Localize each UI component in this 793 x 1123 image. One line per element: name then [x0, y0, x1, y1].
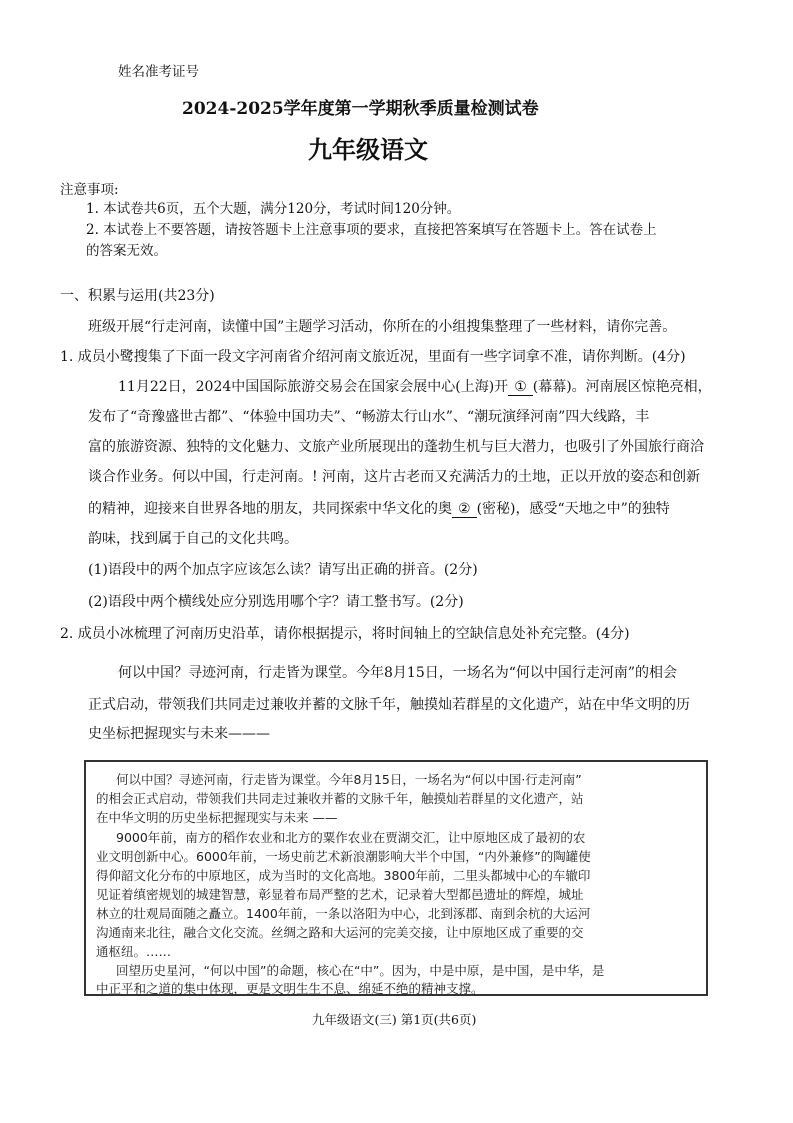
question-1-passage-line — [118, 376, 712, 396]
notes-item-2-line-1: 2. 本试卷上不要答题，请按答题卡上注意事项的要求，直接把答案填写在答题卡上。答在试卷上 — [86, 222, 657, 238]
question-1-stem: 1. 成员小鹭搜集了下面一段文字河南省介绍河南文旅近况，里面有一些字词拿不准，请你判断。(4分) — [60, 349, 686, 365]
section-heading: 一、积累与运用(共23分) — [60, 288, 215, 304]
excerpt-line: 业文明创新中心。6000年前，一场史前艺术新浪潮影响大半个中国，“内外兼修”的陶罐使 — [96, 849, 591, 864]
subject-title: 九年级语文 — [308, 135, 428, 164]
question-2-passage-line: 何以中国？寻迹河南，行走皆为课堂。今年8月15日，一场名为“何以中国行走河南”的相会 — [118, 665, 678, 681]
excerpt-line: 在中华文明的历史坐标把握现实与未来 —— — [96, 810, 338, 825]
page-footer: 九年级语文(三) 第1页(共6页) — [312, 1012, 477, 1027]
excerpt-line: 中正平和之道的集中体现，更是文明生生不息、绵延不绝的精神支撑。 — [96, 981, 484, 996]
question-1-passage-line: 韵味，找到属于自己的文化共鸣。 — [88, 531, 298, 547]
question-2-passage-line: 正式启动，带领我们共同走过兼收并蓄的文脉千年，触摸灿若群星的文化遗产，站在中华文明的历 — [88, 697, 690, 713]
candidate-info: 姓名准考证号 — [118, 64, 199, 80]
question-1-sub-1: (1)语段中的两个加点字应该怎么读？请写出正确的拼音。(2分) — [88, 562, 478, 578]
scanned-excerpt-box — [84, 760, 708, 996]
notes-item-2-line-2: 的答案无效。 — [86, 243, 167, 259]
excerpt-line: 回望历史星河，“何以中国”的命题，核心在“中”。因为，中是中原，是中国，是中华，是 — [116, 963, 605, 978]
question-1-passage-line: 富的旅游资源、独特的文化魅力、文旅产业所展现出的蓬勃生机与巨大潜力，也吸引了外国旅行商洽 — [88, 439, 704, 455]
question-1-sub-2: (2)语段中两个横线处应分别选用哪个字？请工整书写。(2分) — [88, 594, 464, 610]
notes-item-1: 1. 本试卷共6页，五个大题，满分120分，考试时间120分钟。 — [86, 201, 461, 217]
excerpt-line: 何以中国？寻迹河南，行走皆为课堂。今年8月15日，一场名为“何以中国·行走河南” — [116, 772, 582, 787]
passage-text: (幕幕)。河南展区惊艳亮相， — [532, 379, 712, 395]
question-1-passage-line: 谈合作业务。何以中国，行走河南。! 河南，这片古老而又充满活力的土地，正以开放的姿态和创新 — [88, 469, 701, 485]
excerpt-line: 得仰韶文化分布的中原地区，成为当时的文化高地。3800年前，二里头都城中心的车辙印 — [96, 868, 591, 883]
excerpt-line: 见证着缜密规划的城建智慧，彰显着布局严整的艺术，记录着大型都邑遗址的辉煌，城址 — [96, 887, 584, 902]
question-1-passage-line — [88, 498, 670, 518]
exam-title: 2024-2025学年度第一学期秋季质量检测试卷 — [182, 99, 539, 119]
excerpt-line: 沟通南来北往，融合文化交流。丝绸之路和大运河的完美交接，让中原地区成了重要的交 — [96, 925, 584, 940]
excerpt-line: 林立的壮观局面随之矗立。1400年前，一条以洛阳为中心，北到涿郡、南到余杭的大运河 — [96, 906, 591, 921]
passage-text: (密秘)，感受“天地之中”的独特 — [476, 501, 670, 517]
question-2-stem: 2. 成员小冰梳理了河南历史沿革，请你根据提示，将时间轴上的空缺信息处补充完整。(4分) — [60, 626, 630, 642]
excerpt-line: 9000年前，南方的稻作农业和北方的粟作农业在贾湖交汇，让中原地区成了最初的农 — [116, 830, 586, 845]
section-intro: 班级开展“行走河南，读懂中国”主题学习活动，你所在的小组搜集整理了一些材料，请你完善。 — [88, 319, 677, 335]
blank-2: ② — [452, 501, 477, 518]
passage-text: 的精神，迎接来自世界各地的朋友，共同探索中华文化的奥 — [88, 501, 452, 517]
blank-1: ① — [508, 379, 533, 396]
question-2-passage-line: 史坐标把握现实与未来——— — [88, 726, 270, 742]
excerpt-line: 通枢纽。…… — [96, 944, 172, 959]
notes-heading: 注意事项: — [60, 182, 119, 198]
excerpt-line: 的相会正式启动，带领我们共同走过兼收并蓄的文脉千年，触摸灿若群星的文化遗产，站 — [96, 791, 584, 806]
passage-text: 11月22日，2024中国国际旅游交易会在国家会展中心(上海)开 — [118, 379, 509, 395]
question-1-passage-line: 发布了“奇豫盛世古都”、“体验中国功夫”、“畅游太行山水”、“潮玩演绎河南”四大线路，丰 — [88, 409, 650, 425]
